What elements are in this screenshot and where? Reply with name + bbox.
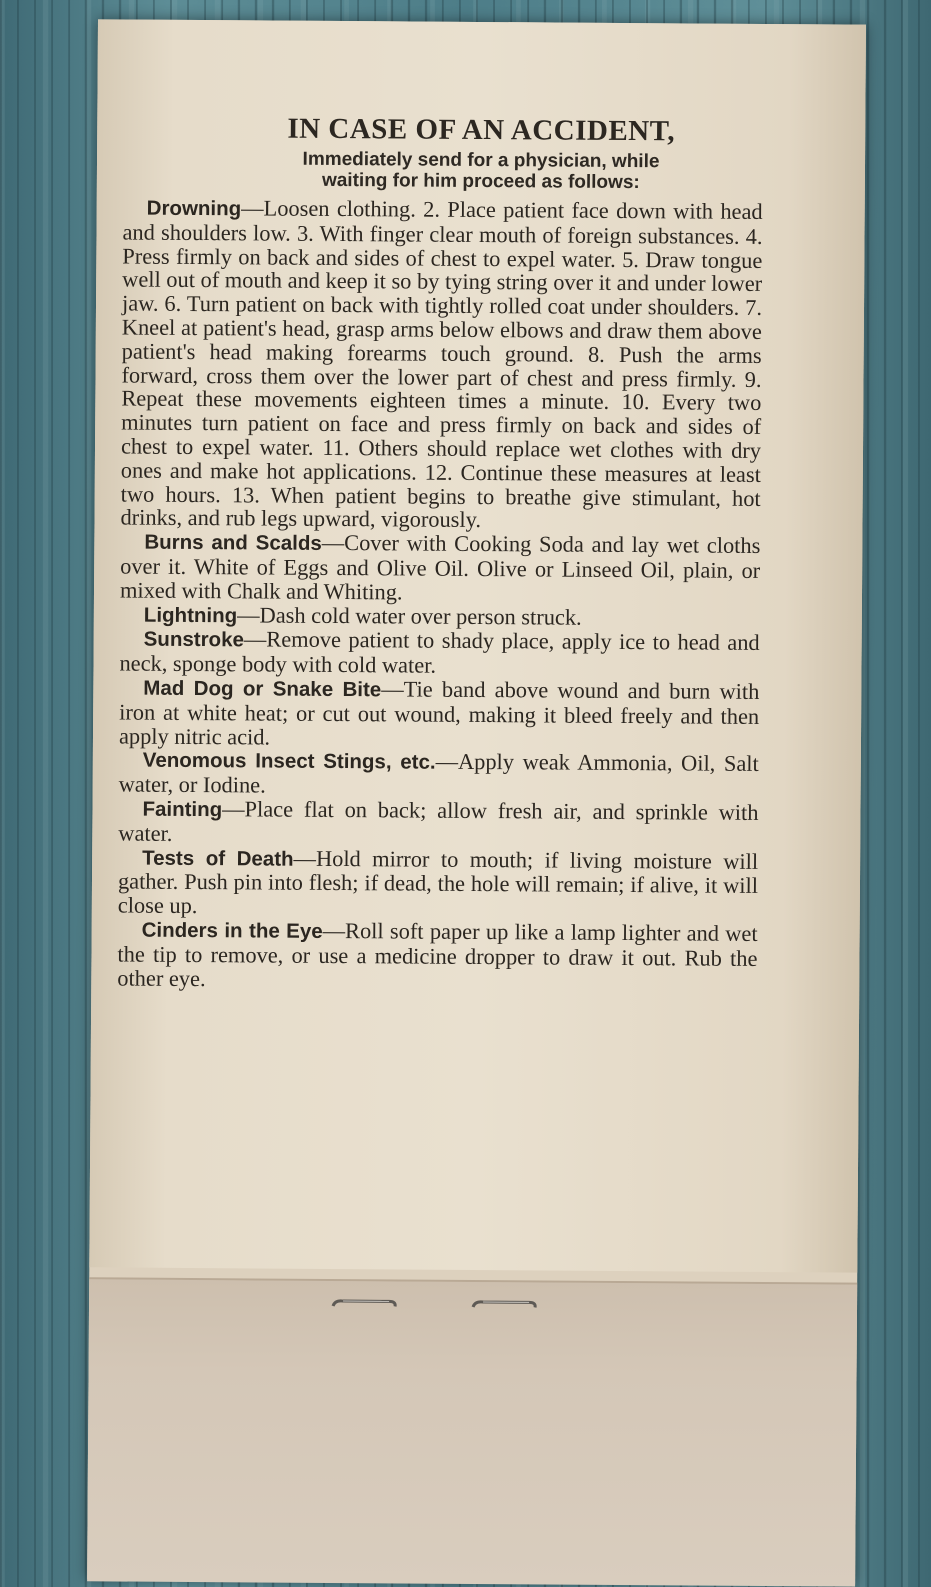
subtitle-line: waiting for him proceed as follows: <box>321 169 640 194</box>
page-title: IN CASE OF AN ACCIDENT, <box>287 112 676 148</box>
entry-label: Venomous Insect Stings, etc. <box>142 748 436 775</box>
entry-fainting <box>118 796 758 849</box>
staple <box>329 1297 399 1309</box>
entry-text: —Dash cold water over person struck. <box>237 601 582 630</box>
entry-label: Cinders in the Eye <box>141 918 323 943</box>
page-subtitle <box>97 147 865 194</box>
entry-text: —Apply weak Ammonia, Oil, Salt water, or Iodine. <box>118 749 759 798</box>
entry-cinders-in-the-eye <box>117 917 757 994</box>
booklet <box>87 19 866 1584</box>
booklet-cover-fold <box>87 1277 857 1586</box>
entry-label: Mad Dog or Snake Bite <box>143 676 382 702</box>
entry-tests-of-death <box>118 845 758 922</box>
subtitle-line: Immediately send for a physician, while <box>302 148 660 173</box>
entry-text: —Place flat on back; allow fresh air, and sprinkle with water. <box>118 796 759 846</box>
entry-label: Burns and Scalds <box>144 530 322 556</box>
staple <box>469 1298 539 1310</box>
entry-label: Drowning <box>146 196 242 221</box>
instruction-page <box>89 19 866 1272</box>
entry-sunstroke <box>119 627 759 680</box>
entry-text: —Roll soft paper up like a lamp lighter and wet the tip to remove, or use a medicine dropper to draw it out. Rub the other eye. <box>117 917 758 991</box>
entry-label: Tests of Death <box>142 846 294 871</box>
entry-label: Sunstroke <box>143 627 245 652</box>
entry-text: —Loosen clothing. 2. Place patient face down with head and shoulders low. 3. With finger clear mouth of foreign substances. 4. Press firmly on back and sides of chest to expel water. 5. Draw tongue well out of mouth and keep it so by tying string over it and under lower jaw. 6. Turn patient on back with tightly rolled coat under shoulders. 7. Kneel at patient's head, grasp arms below elbows and draw them above patient's head making forearms touch ground. 8. Push the arms forward, cross them over the lower part of chest and press firmly. 9. Repeat these movements eighteen times a minute. 10. Every two minutes turn patient on face and press firmly on back and sides of chest to expel water. 11. Others should replace wet clothes with dry ones and make hot applications. 12. Continue these measures at least two hours. 13. When patient begins to breathe give stimulant, hot drinks, and rub legs upward, vigorously. <box>120 195 763 533</box>
entry-label: Lightning <box>143 603 238 627</box>
entry-mad-dog-or-snake-bite <box>119 675 759 752</box>
entry-burns-and-scalds <box>120 530 760 607</box>
entry-label: Fainting <box>142 797 223 822</box>
entry-venomous-insect-stings <box>119 748 759 801</box>
entry-text: —Tie band above wound and burn with iron at white heat; or cut out wound, making it bleed freely and then apply nitric acid. <box>118 676 760 750</box>
entry-drowning <box>120 195 762 534</box>
entry-text: —Cover with Cooking Soda and lay wet cloths over it. White of Eggs and Olive Oil. Olive or Linseed Oil, plain, or mixed with Chalk and Whiting. <box>119 530 761 605</box>
first-aid-instructions <box>117 195 763 994</box>
entry-text: —Remove patient to shady place, apply ice to head and neck, sponge body with cold water. <box>119 626 760 678</box>
entry-text: —Hold mirror to mouth; if living moisture will gather. Push pin into flesh; if dead, the hole will remain; if alive, it will close up. <box>117 845 759 919</box>
